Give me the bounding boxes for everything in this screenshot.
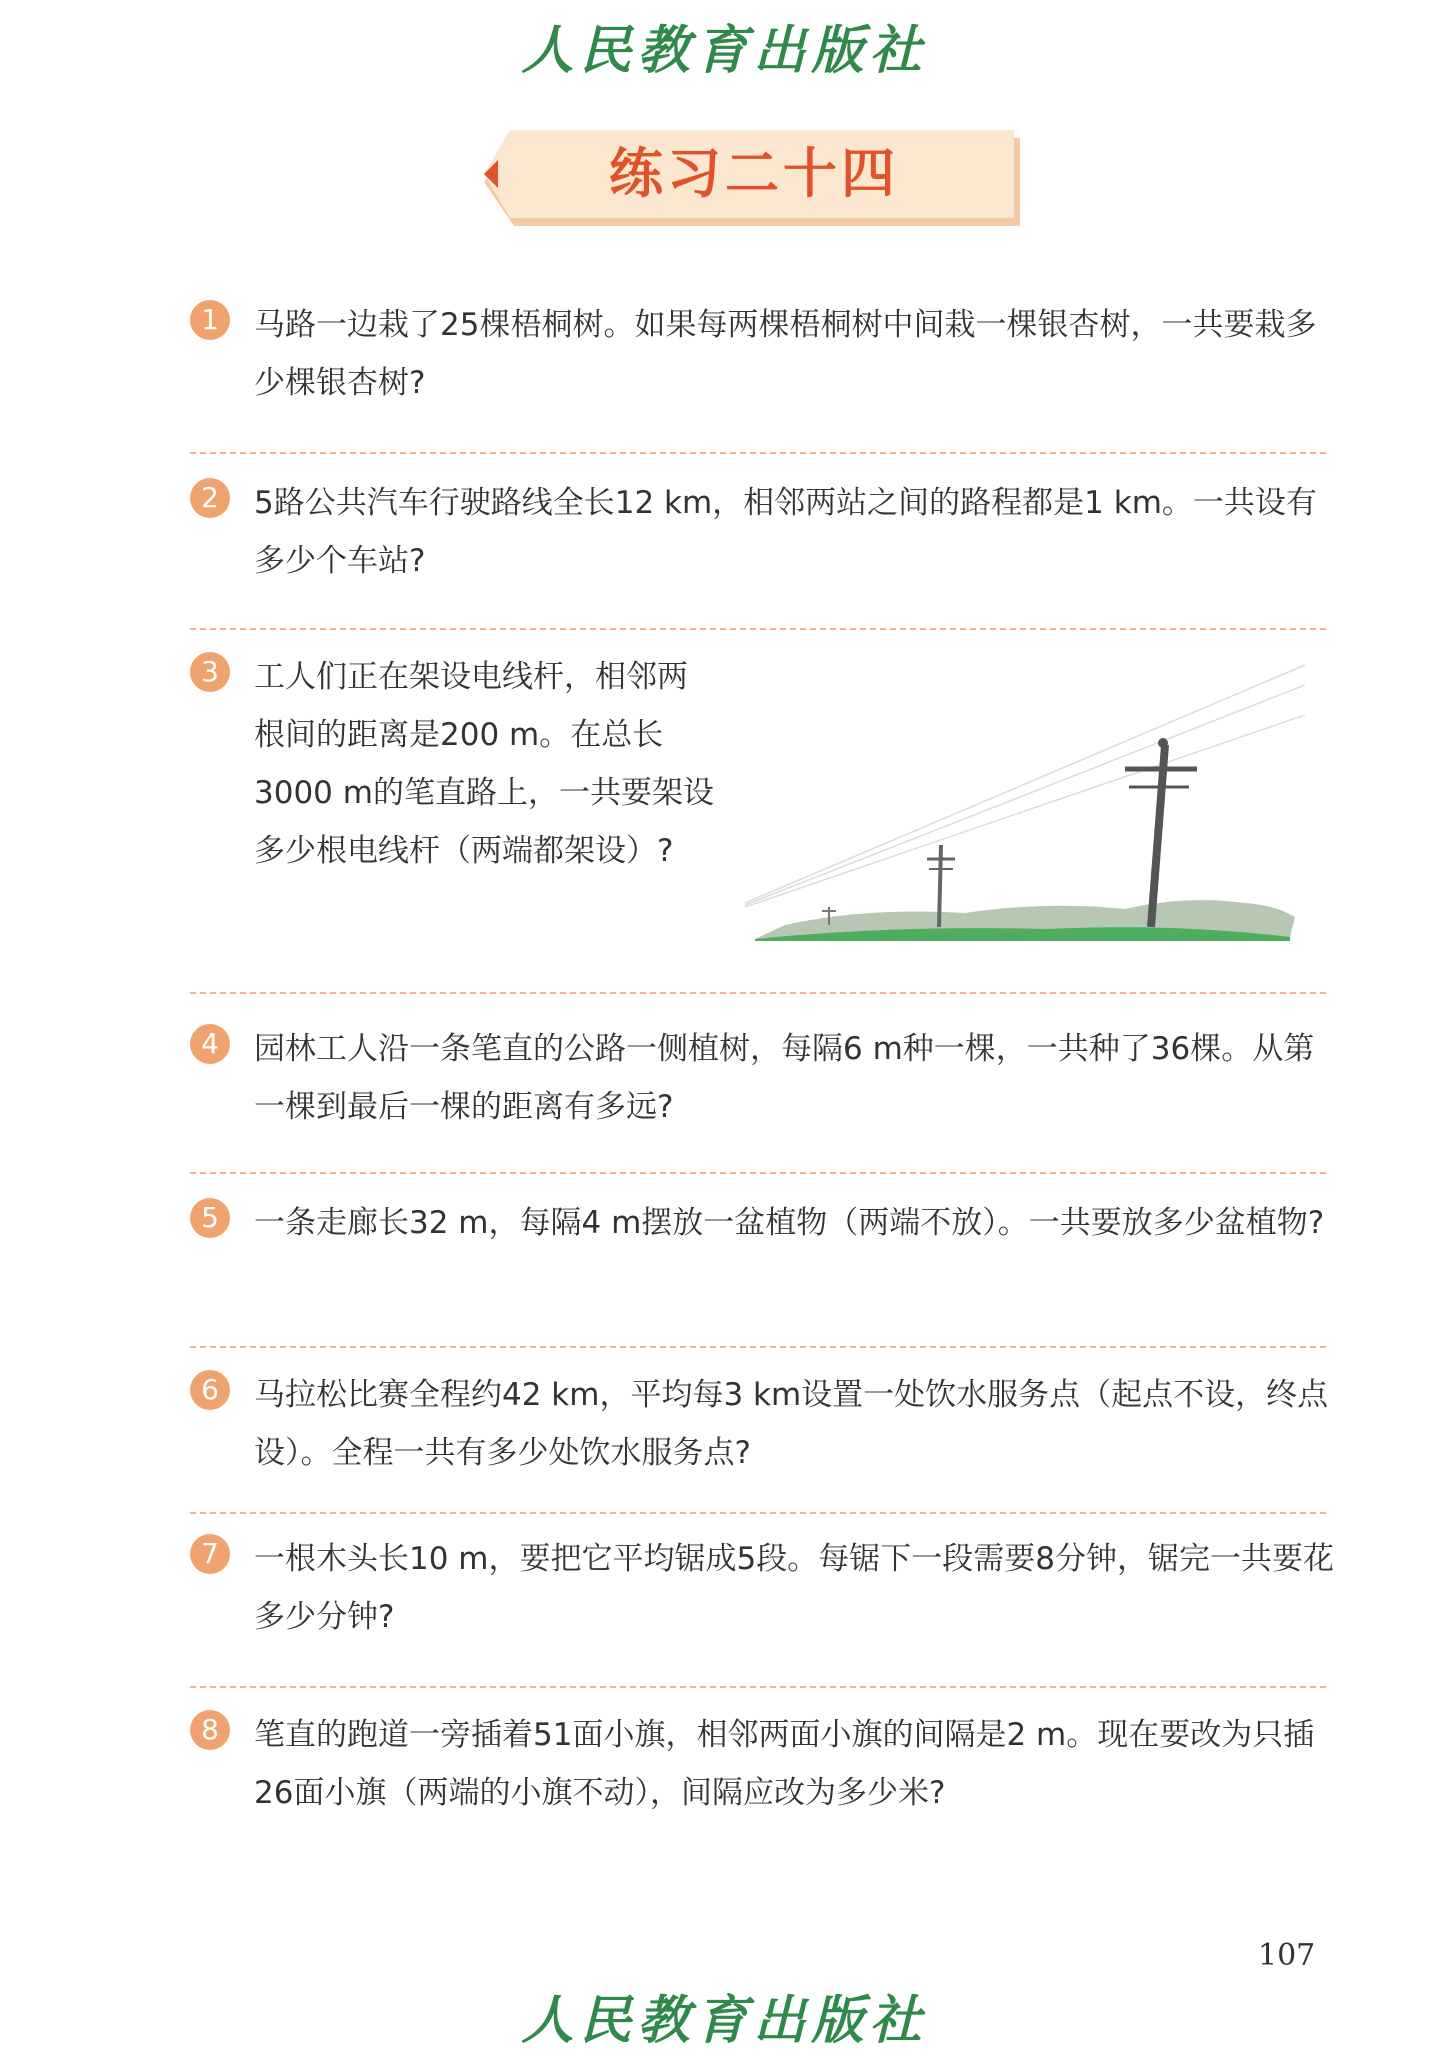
question-text: 马拉松比赛全程约42 km，平均每3 km设置一处饮水服务点（起点不设，终点设）。全程一共有多少处饮水服务点?	[254, 1377, 1329, 1471]
separator-line	[190, 992, 1326, 994]
page-number: 107	[1258, 1938, 1316, 1973]
question-number-badge: 1	[190, 300, 230, 340]
question-number-badge: 2	[190, 478, 230, 518]
question-text: 一根木头长10 m，要把它平均锯成5段。每锯下一段需要8分钟，锯完一共要花多少分钟?	[254, 1541, 1334, 1635]
separator-line	[190, 1512, 1326, 1514]
separator-line	[190, 628, 1326, 630]
question-text: 工人们正在架设电线杆，相邻两根间的距离是200 m。在总长3000 m的笔直路上，一共要架设多少根电线杆（两端都架设）?	[254, 659, 714, 869]
question-number-badge: 4	[190, 1024, 230, 1064]
question-text: 园林工人沿一条笔直的公路一侧植树，每隔6 m种一棵，一共种了36棵。从第一棵到最后一棵的距离有多远?	[254, 1031, 1315, 1125]
page-title: 练习二十四	[609, 142, 899, 205]
question-text: 笔直的跑道一旁插着51面小旗，相邻两面小旗的间隔是2 m。现在要改为只插26面小旗（两端的小旗不动），间隔应改为多少米?	[254, 1717, 1315, 1811]
separator-line	[190, 452, 1326, 454]
publisher-logo-bottom: 人民教育出版社	[521, 1990, 928, 2051]
question-number-badge: 7	[190, 1534, 230, 1574]
question-text: 5路公共汽车行驶路线全长12 km，相邻两站之间的路程都是1 km。一共设有多少个车站?	[254, 485, 1317, 579]
question-number-badge: 8	[190, 1710, 230, 1750]
question-text: 一条走廊长32 m，每隔4 m摆放一盆植物（两端不放）。一共要放多少盆植物?	[254, 1205, 1325, 1241]
separator-line	[190, 1686, 1326, 1688]
separator-line	[190, 1172, 1326, 1174]
utility-poles-illustration	[745, 655, 1305, 945]
separator-line	[190, 1346, 1326, 1348]
publisher-logo-top: 人民教育出版社	[521, 20, 928, 81]
question-number-badge: 6	[190, 1370, 230, 1410]
exercise-banner	[484, 130, 1024, 230]
question-number-badge: 3	[190, 652, 230, 692]
question-text: 马路一边栽了25棵梧桐树。如果每两棵梧桐树中间栽一棵银杏树，一共要栽多少棵银杏树?	[254, 307, 1317, 401]
question-number-badge: 5	[190, 1198, 230, 1238]
